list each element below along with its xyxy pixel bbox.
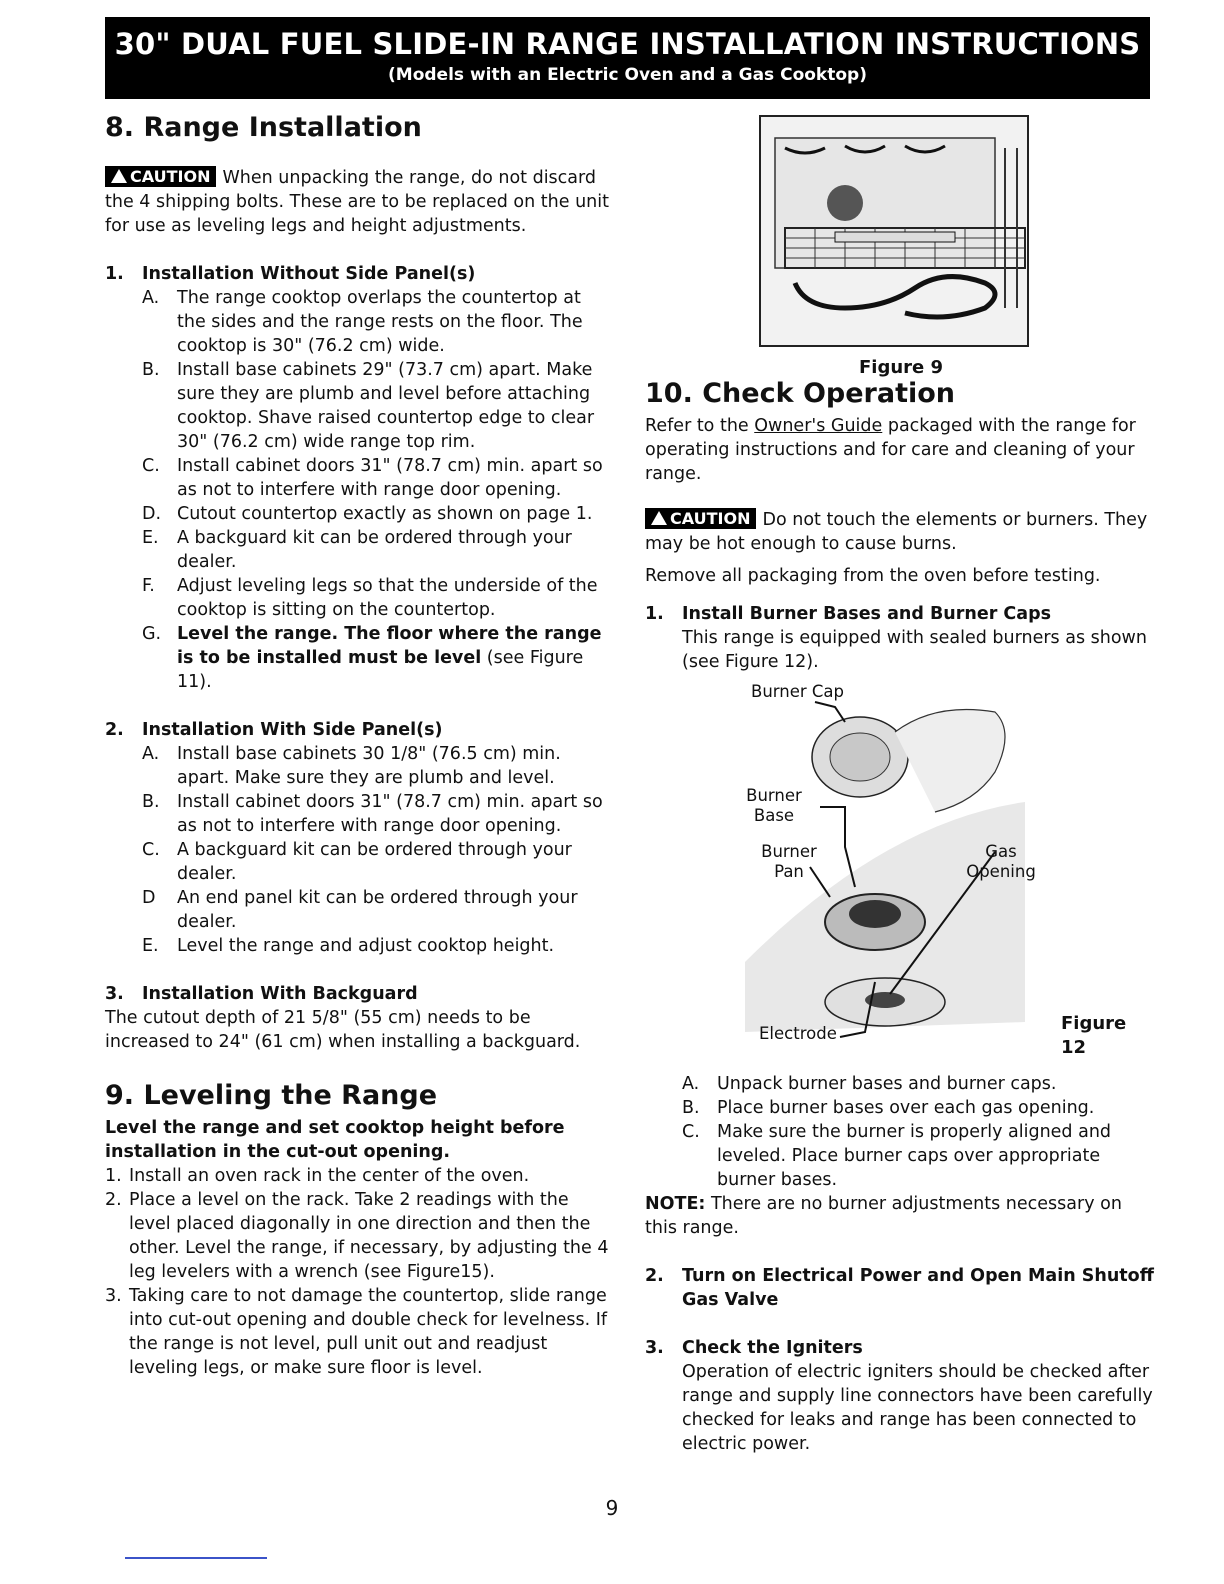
section-9-heading: 9. Leveling the Range	[105, 1080, 438, 1111]
section-9-subheading: Level the range and set cooktop height before installation in the cut-out opening.	[105, 1118, 565, 1162]
sealed-burners-text: This range is equipped with sealed burners as shown (see Figure 12).	[682, 628, 1147, 672]
figure-12	[645, 682, 1155, 1072]
left-column	[105, 108, 610, 1380]
list-item: E. Level the range and adjust cooktop height.	[142, 936, 555, 956]
sub-heading-2: 2. Installation With Side Panel(s)	[105, 720, 443, 740]
header-banner	[105, 17, 1150, 99]
gas-opening-label: Gas Opening	[966, 842, 1036, 881]
note-text: NOTE: There are no burner adjustments necessary on this range.	[645, 1194, 1122, 1238]
section-8-caution: CAUTION When unpacking the range, do not discard the 4 shipping bolts. These are to be replaced on the unit for use as leveling legs and height adjustments.	[105, 167, 609, 236]
sub1-list	[105, 286, 610, 622]
section-10-caution: CAUTION Do not touch the elements or burners. They may be hot enough to cause burns.	[645, 509, 1148, 554]
backguard-text: The cutout depth of 21 5/8" (55 cm) needs to be increased to 24" (61 cm) when installing a backguard.	[105, 1008, 581, 1052]
list-item: F. Adjust leveling legs so that the underside of the cooktop is sitting on the countertop.	[142, 576, 598, 620]
page-number: 9	[605, 1496, 619, 1520]
sub-heading-1: 1. Installation Without Side Panel(s)	[105, 264, 476, 284]
list-item: 2. Place a level on the rack. Take 2 readings with the level placed diagonally in one direction and then the other. Level the range, if necessary, by adjusting the 4 leg levelers with a wrench (see Figure15).	[105, 1190, 609, 1282]
list-item: D An end panel kit can be ordered through your dealer.	[142, 888, 578, 932]
sub2-list	[105, 742, 610, 958]
caution-badge: CAUTION	[645, 508, 756, 529]
document-title: 30" DUAL FUEL SLIDE-IN RANGE INSTALLATION INSTRUCTIONS	[114, 27, 1141, 61]
list-item: C. Install cabinet doors 31" (78.7 cm) min. apart so as not to interfere with range door opening.	[142, 456, 603, 500]
caution-badge: CAUTION	[105, 166, 216, 187]
list-item: E. A backguard kit can be ordered through your dealer.	[142, 528, 572, 572]
burner-steps	[645, 1072, 1155, 1192]
list-item: A. Unpack burner bases and burner caps.	[682, 1074, 1057, 1094]
list-item: D. Cutout countertop exactly as shown on page 1.	[142, 504, 593, 524]
figure-12-caption: Figure 12	[1061, 1013, 1127, 1058]
section-10-heading: 10. Check Operation	[645, 378, 955, 409]
burner-cap-label: Burner Cap	[751, 682, 845, 701]
burner-pan-label: Burner Pan	[761, 842, 817, 881]
footer-rule	[125, 1557, 267, 1559]
igniters-text: Operation of electric igniters should be checked after range and supply line connectors have been carefully checked for leaks and range has been connected to electric power.	[682, 1362, 1153, 1454]
leveling-steps	[105, 1164, 610, 1380]
section-8-heading: 8. Range Installation	[105, 112, 422, 143]
sub-heading-10-2: 2. Turn on Electrical Power and Open Main Shutoff Gas Valve	[645, 1266, 1154, 1310]
warning-triangle-icon	[651, 511, 667, 525]
electrode-label: Electrode	[759, 1024, 837, 1043]
sub-heading-3: 3. Installation With Backguard	[105, 984, 418, 1004]
document-subtitle: (Models with an Electric Oven and a Gas Cooktop)	[388, 65, 867, 85]
right-column	[645, 108, 1155, 1456]
sub-heading-10-3: 3. Check the Igniters	[645, 1338, 863, 1358]
figure-9	[755, 108, 1155, 378]
list-item: 3. Taking care to not damage the countertop, slide range into cut-out opening and double check for levelness. If the range is not level, pull unit out and readjust leveling legs, or make sure floor is level.	[105, 1286, 608, 1378]
section-10-intro: Refer to the Owner's Guide packaged with the range for operating instructions and for care and cleaning of your range.	[645, 416, 1136, 484]
figure-9-caption: Figure 9	[859, 357, 944, 378]
list-item: C. Make sure the burner is properly aligned and leveled. Place burner caps over appropriate burner bases.	[682, 1122, 1112, 1190]
sub-heading-10-1: 1. Install Burner Bases and Burner Caps	[645, 604, 1052, 624]
list-item: A. The range cooktop overlaps the countertop at the sides and the range rests on the floor. The cooktop is 30" (76.2 cm) wide.	[142, 288, 583, 356]
list-item: B. Install base cabinets 29" (73.7 cm) apart. Make sure they are plumb and level before attaching cooktop. Shave raised countertop edge to clear 30" (76.2 cm) wide range top rim.	[142, 360, 595, 452]
list-item: A. Install base cabinets 30 1/8" (76.5 cm) min. apart. Make sure they are plumb and level.	[142, 744, 561, 788]
warning-triangle-icon	[111, 169, 127, 183]
oven-rack-illustration	[755, 108, 1035, 348]
list-item: 1. Install an oven rack in the center of the oven.	[105, 1166, 530, 1186]
list-item: B. Install cabinet doors 31" (78.7 cm) min. apart so as not to interfere with range door opening.	[142, 792, 603, 836]
list-item: B. Place burner bases over each gas opening.	[682, 1098, 1095, 1118]
list-item: C. A backguard kit can be ordered through your dealer.	[142, 840, 572, 884]
owners-guide-link[interactable]: Owner's Guide	[754, 416, 883, 436]
burner-base-label: Burner Base	[746, 786, 802, 825]
list-item: G. Level the range. The floor where the range is to be installed must be level (see Figure 11).	[142, 624, 602, 692]
remove-packaging-text: Remove all packaging from the oven before testing.	[645, 566, 1101, 586]
